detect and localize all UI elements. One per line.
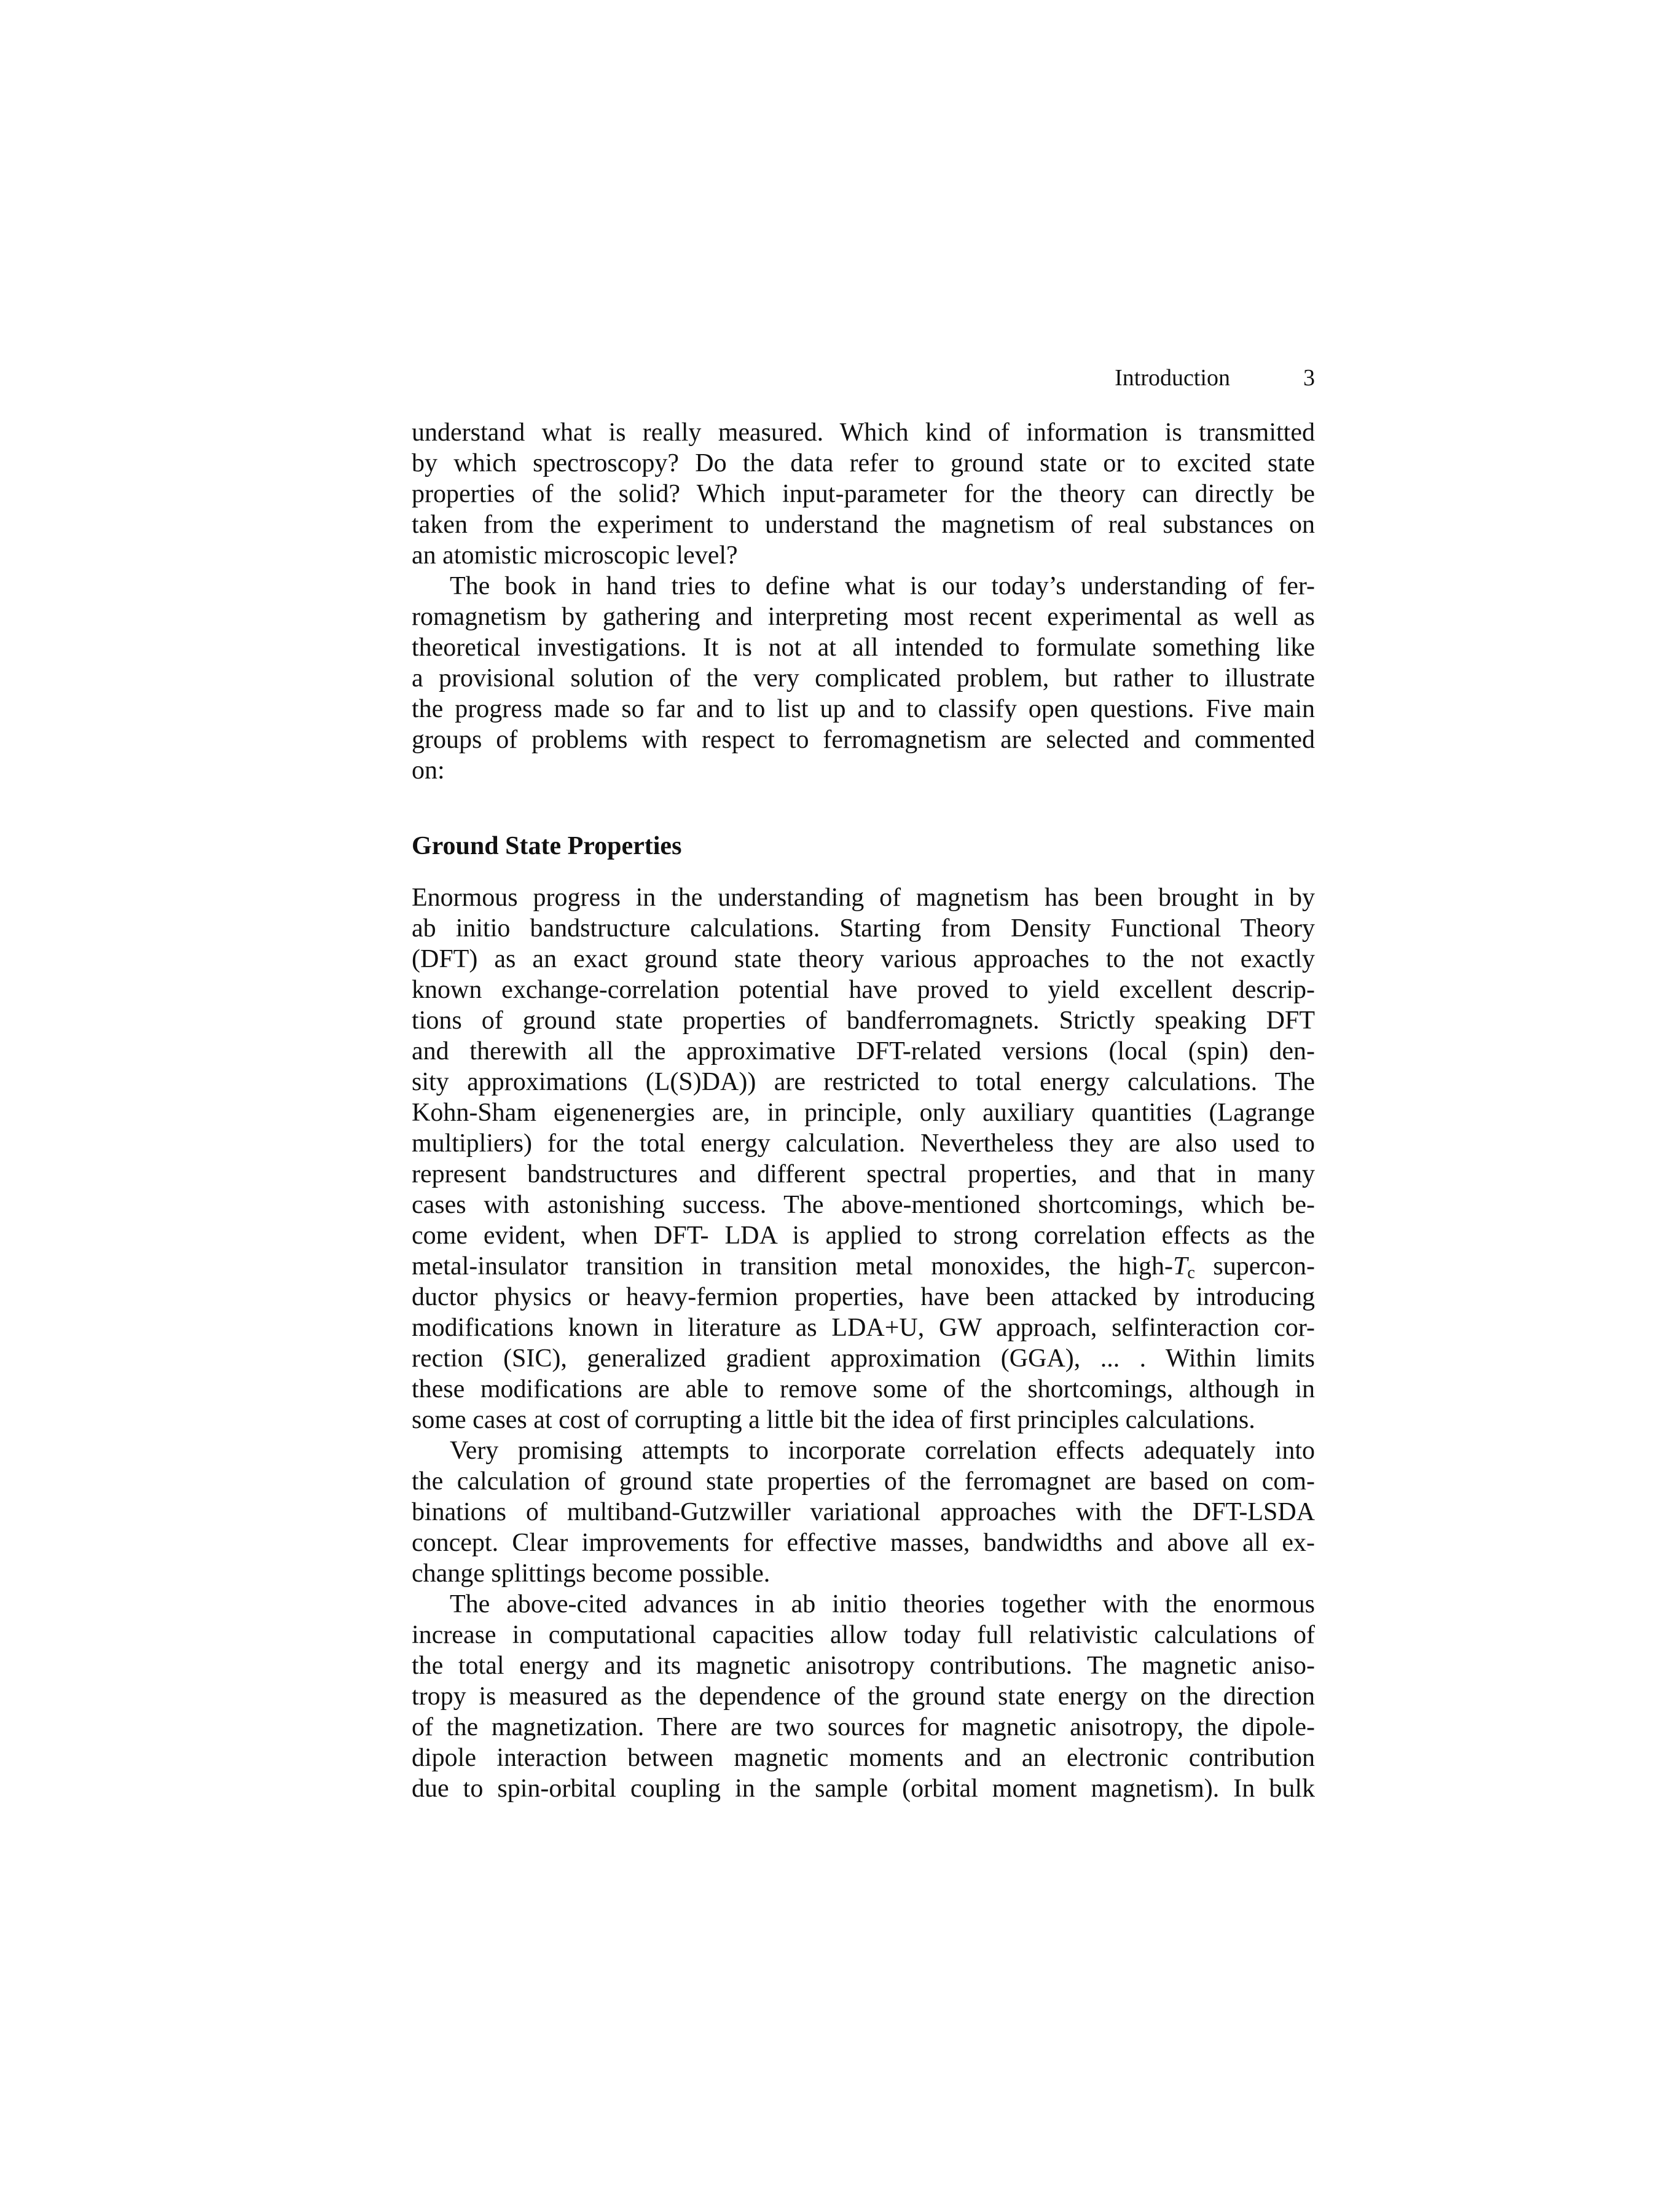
text-line: binations of multiband-Gutzwiller variational approaches with the DFT-LSDA <box>412 1498 1315 1526</box>
text-line: groups of problems with respect to ferromagnetism are selected and commented <box>412 726 1315 754</box>
text-line: the total energy and its magnetic anisotropy contributions. The magnetic aniso- <box>412 1652 1315 1680</box>
text-line: Kohn-Sham eigenenergies are, in principle, only auxiliary quantities (Lagrange <box>412 1099 1315 1127</box>
text-line: dipole interaction between magnetic moments and an electronic contribution <box>412 1744 1315 1772</box>
text-line: tropy is measured as the dependence of the ground state energy on the direction <box>412 1682 1315 1711</box>
section-heading: Ground State Properties <box>412 832 682 860</box>
text-line: change splittings become possible. <box>412 1559 771 1588</box>
text-line: Very promising attempts to incorporate correlation effects adequately into <box>450 1437 1315 1465</box>
line-segment: supercon- <box>1194 1252 1315 1281</box>
text-line: The above-cited advances in ab initio theories together with the enormous <box>450 1590 1315 1618</box>
running-head <box>412 363 1315 393</box>
intro-text <box>412 417 1315 786</box>
text-line: an atomistic microscopic level? <box>412 541 738 570</box>
text-line: some cases at cost of corrupting a little bit the idea of first principles calculations. <box>412 1406 1255 1434</box>
text-line: represent bandstructures and different spectral properties, and that in many <box>412 1160 1315 1188</box>
text-line: on: <box>412 756 445 785</box>
text-line: properties of the solid? Which input-parameter for the theory can directly be <box>412 480 1315 508</box>
text-line: theoretical investigations. It is not at all intended to formulate something like <box>412 633 1315 662</box>
page-number: 3 <box>1303 365 1315 391</box>
text-line: due to spin-orbital coupling in the sample (orbital moment magnetism). In bulk <box>412 1775 1315 1803</box>
text-line: these modifications are able to remove some of the shortcomings, although in <box>412 1375 1315 1403</box>
line-segment: metal-insulator transition in transition metal monoxides, the high- <box>412 1252 1174 1281</box>
paragraph <box>412 571 1315 786</box>
paragraph <box>412 882 1315 1435</box>
text-line: The book in hand tries to define what is our today’s understanding of fer- <box>450 572 1315 600</box>
running-head-title: Introduction <box>1115 365 1230 391</box>
paragraph <box>412 1435 1315 1589</box>
text-line: of the magnetization. There are two sources for magnetic anisotropy, the dipole- <box>412 1713 1315 1741</box>
text-line: multipliers) for the total energy calculation. Nevertheless they are also used to <box>412 1129 1315 1158</box>
text-line: tions of ground state properties of bandferromagnets. Strictly speaking DFT <box>412 1006 1315 1035</box>
text-line: Enormous progress in the understanding of magnetism has been brought in by <box>412 884 1315 912</box>
text-line: come evident, when DFT- LDA is applied to strong correlation effects as the <box>412 1222 1315 1250</box>
text-line: known exchange-correlation potential have proved to yield excellent descrip- <box>412 976 1315 1004</box>
text-line: concept. Clear improvements for effective masses, bandwidths and above all ex- <box>412 1529 1315 1557</box>
math-symbol-t: T <box>1173 1252 1188 1281</box>
text-line <box>412 1251 1315 1282</box>
text-line: (DFT) as an exact ground state theory various approaches to the not exactly <box>412 945 1315 973</box>
text-line: sity approximations (L(S)DA)) are restricted to total energy calculations. The <box>412 1068 1315 1096</box>
text-line: understand what is really measured. Which kind of information is transmitted <box>412 418 1315 447</box>
text-line: ductor physics or heavy-fermion properties, have been attacked by introducing <box>412 1283 1315 1311</box>
section-text <box>412 882 1315 1804</box>
text-line: cases with astonishing success. The above-mentioned shortcomings, which be- <box>412 1191 1315 1219</box>
text-line: the calculation of ground state properties of the ferromagnet are based on com- <box>412 1467 1315 1496</box>
text-line: a provisional solution of the very complicated problem, but rather to illustrate <box>412 664 1315 692</box>
paragraph <box>412 1589 1315 1804</box>
text-line: and therewith all the approximative DFT-related versions (local (spin) den- <box>412 1037 1315 1065</box>
math-subscript-c: c <box>1187 1263 1195 1282</box>
text-line: increase in computational capacities allow today full relativistic calculations of <box>412 1621 1315 1649</box>
text-line: rection (SIC), generalized gradient approximation (GGA), ... . Within limits <box>412 1344 1315 1373</box>
text-line: romagnetism by gathering and interpreting most recent experimental as well as <box>412 603 1315 631</box>
text-line: ab initio bandstructure calculations. Starting from Density Functional Theory <box>412 914 1315 943</box>
text-line: taken from the experiment to understand the magnetism of real substances on <box>412 511 1315 539</box>
text-line: modifications known in literature as LDA+U, GW approach, selfinteraction cor- <box>412 1314 1315 1342</box>
paragraph <box>412 417 1315 571</box>
text-line: by which spectroscopy? Do the data refer to ground state or to excited state <box>412 449 1315 477</box>
text-line: the progress made so far and to list up and to classify open questions. Five main <box>412 695 1315 723</box>
